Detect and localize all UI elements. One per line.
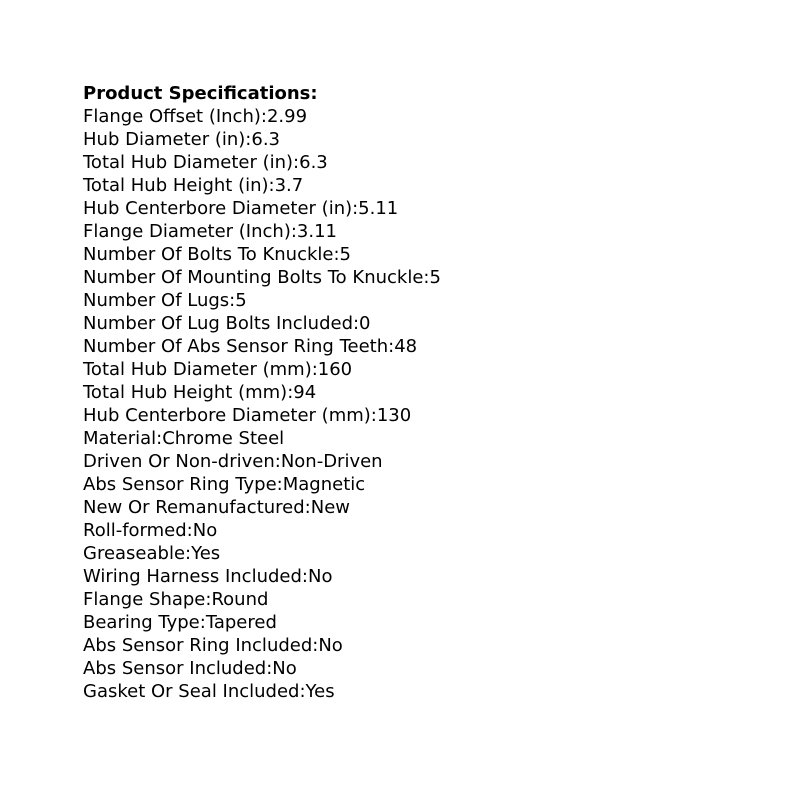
spec-roll-formed: Roll-formed:No bbox=[83, 520, 218, 541]
spec-abs-sensor-ring-teeth: Number Of Abs Sensor Ring Teeth:48 bbox=[83, 336, 418, 357]
spec-material: Material:Chrome Steel bbox=[83, 428, 285, 449]
spec-lug-bolts-included: Number Of Lug Bolts Included:0 bbox=[83, 313, 371, 334]
spec-total-hub-height-in: Total Hub Height (in):3.7 bbox=[83, 175, 304, 196]
spec-heading: Product Specifications: bbox=[83, 83, 318, 104]
spec-gasket-or-seal-included: Gasket Or Seal Included:Yes bbox=[83, 681, 335, 702]
spec-total-hub-diameter-in: Total Hub Diameter (in):6.3 bbox=[83, 152, 328, 173]
spec-flange-offset-inch: Flange Offset (Inch):2.99 bbox=[83, 106, 308, 127]
spec-hub-diameter-in: Hub Diameter (in):6.3 bbox=[83, 129, 280, 150]
spec-bolts-to-knuckle: Number Of Bolts To Knuckle:5 bbox=[83, 244, 351, 265]
spec-flange-diameter-inch: Flange Diameter (Inch):3.11 bbox=[83, 221, 337, 242]
spec-total-hub-height-mm: Total Hub Height (mm):94 bbox=[83, 382, 317, 403]
spec-abs-sensor-ring-included: Abs Sensor Ring Included:No bbox=[83, 635, 343, 656]
spec-flange-shape: Flange Shape:Round bbox=[83, 589, 269, 610]
spec-abs-sensor-ring-type: Abs Sensor Ring Type:Magnetic bbox=[83, 474, 366, 495]
spec-total-hub-diameter-mm: Total Hub Diameter (mm):160 bbox=[83, 359, 353, 380]
spec-driven-or-non-driven: Driven Or Non-driven:Non-Driven bbox=[83, 451, 383, 472]
spec-hub-centerbore-diameter-in: Hub Centerbore Diameter (in):5.11 bbox=[83, 198, 399, 219]
spec-hub-centerbore-diameter-mm: Hub Centerbore Diameter (mm):130 bbox=[83, 405, 412, 426]
spec-abs-sensor-included: Abs Sensor Included:No bbox=[83, 658, 297, 679]
spec-list bbox=[83, 105, 783, 703]
spec-new-or-remanufactured: New Or Remanufactured:New bbox=[83, 497, 350, 518]
spec-bearing-type: Bearing Type:Tapered bbox=[83, 612, 277, 633]
spec-number-of-lugs: Number Of Lugs:5 bbox=[83, 290, 247, 311]
spec-wiring-harness-included: Wiring Harness Included:No bbox=[83, 566, 333, 587]
product-specifications bbox=[83, 82, 783, 703]
spec-mounting-bolts-to-knuckle: Number Of Mounting Bolts To Knuckle:5 bbox=[83, 267, 441, 288]
spec-greaseable: Greaseable:Yes bbox=[83, 543, 221, 564]
